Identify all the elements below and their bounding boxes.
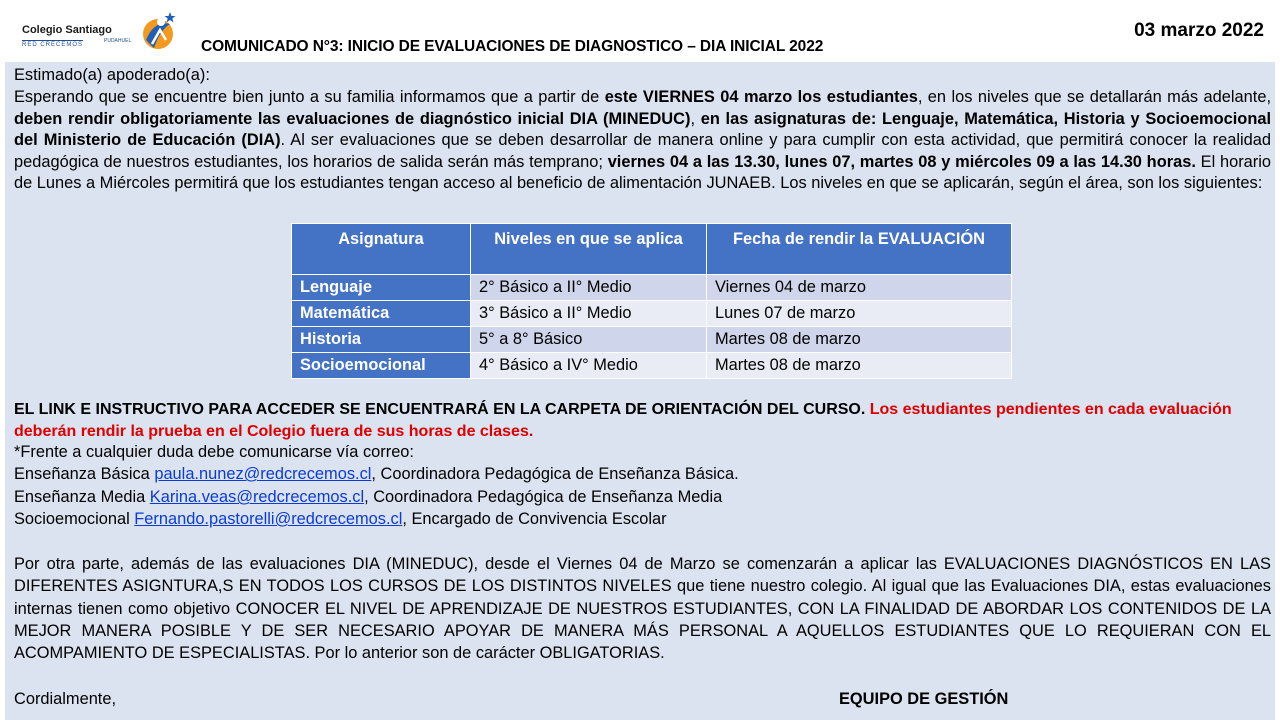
- table-header: Niveles en que se aplica: [471, 224, 707, 275]
- p1-schedule: viernes 04 a las 13.30, lunes 07, martes 08 y miércoles 09 a las 14.30 horas.: [607, 152, 1196, 171]
- table-row: [292, 353, 1012, 379]
- contact-label: Enseñanza Media: [14, 488, 150, 506]
- email-link-basica[interactable]: paula.nunez@redcrecemos.cl: [154, 465, 372, 483]
- table-cell-date: Martes 08 de marzo: [707, 327, 1012, 353]
- table-header: Fecha de rendir la EVALUACIÓN: [707, 224, 1012, 275]
- table-header-row: [292, 224, 1012, 275]
- p1-text-a: Esperando que se encuentre bien junto a su familia informamos que a partir de: [14, 88, 605, 106]
- table-cell-levels: 5° a 8° Básico: [471, 327, 707, 353]
- contact-label: Socioemocional: [14, 510, 135, 528]
- email-link-socioemocional[interactable]: Fernando.pastorelli@redcrecemos.cl: [134, 510, 403, 528]
- contact-label: Enseñanza Básica: [14, 465, 155, 483]
- signature: EQUIPO DE GESTIÓN: [839, 690, 1009, 708]
- contact-line-media: [14, 487, 1271, 509]
- logo-commune: PUDAHUEL: [104, 38, 132, 44]
- logo-name: Colegio Santiago: [22, 24, 112, 36]
- table-cell-date: Viernes 04 de marzo: [707, 275, 1012, 301]
- p1-subjects: en las asignaturas de: Lenguaje, Matemática, Historia y Socioemocional del Ministerio de Educación (DIA): [14, 109, 1272, 149]
- contact-line-basica: [14, 464, 1271, 486]
- contact-role: , Coordinadora Pedagógica de Enseñanza Media: [364, 488, 723, 506]
- pending-students-alert: Los estudiantes pendientes en cada evaluación deberán rendir la prueba en el Colegio fuera de sus horas de clases.: [14, 401, 1232, 440]
- table-cell-date: Martes 08 de marzo: [707, 353, 1012, 379]
- table-cell-subject: Matemática: [292, 301, 471, 327]
- internal-evaluations-paragraph: Por otra parte, además de las evaluaciones DIA (MINEDUC), desde el Viernes 04 de Marzo se comenzarán a aplicar las EVALUACIONES DIAGNÓSTICOS EN LAS DIFERENTES ASIGNTURA,S EN TODOS LOS CURSOS DE LOS DISTINTOS NIVELES que tiene nuestro colegio. Al igual que las Evaluaciones DIA, estas evaluaciones internas tienen como objetivo CONOCER EL NIVEL DE APRENDIZAJE DE NUESTROS ESTUDIANTES, CON LA FINALIDAD DE ABORDAR LOS CONTENIDOS DE LA MEJOR MANERA POSIBLE Y DE SER NECESARIO APOYAR DE MANERA MÁS PERSONAL A AQUELLOS ESTUDIANTES QUE LO REQUIERAN CON EL ACOMPAMIENTO DE ESPECIALISTAS. Por lo anterior son de carácter OBLIGATORIAS.: [14, 555, 1271, 663]
- table-cell-levels: 2° Básico a II° Medio: [471, 275, 707, 301]
- p1-obligation: deben rendir obligatoriamente las evaluaciones de diagnóstico inicial DIA (MINEDUC): [14, 109, 691, 128]
- table-cell-subject: Socioemocional: [292, 353, 471, 379]
- table-header: Asignatura: [292, 224, 471, 275]
- table-cell-date: Lunes 07 de marzo: [707, 301, 1012, 327]
- closing: Cordialmente,: [14, 690, 117, 708]
- table-cell-levels: 3° Básico a II° Medio: [471, 301, 707, 327]
- evaluation-table: [291, 223, 1012, 379]
- link-instructions: EL LINK E INSTRUCTIVO PARA ACCEDER SE ENCUENTRARÁ EN LA CARPETA DE ORIENTACIÓN DEL CURSO.: [14, 401, 866, 418]
- document-date: 03 marzo 2022: [1134, 20, 1264, 41]
- greeting: Estimado(a) apoderado(a):: [14, 66, 210, 84]
- table-cell-levels: 4° Básico a IV° Medio: [471, 353, 707, 379]
- document-header: [0, 0, 1280, 62]
- p1-text-e: ,: [690, 109, 701, 128]
- intro-paragraph: [14, 87, 1271, 195]
- link-notice: [14, 399, 1271, 442]
- p1-text-g: . Al ser evaluaciones que se deben desarrollar de manera online y para cumplir con esta actividad, que permitirá conocer la realidad pedagógica de nuestros estudiantes, los horarios de salida serán más temprano;: [14, 131, 1271, 171]
- logo-figure-icon: [140, 10, 176, 54]
- school-logo: [18, 10, 178, 58]
- table-cell-subject: Lenguaje: [292, 275, 471, 301]
- contact-role: , Encargado de Convivencia Escolar: [402, 510, 667, 528]
- p1-text-i: El horario de Lunes a Miércoles permitirá que los estudiantes tengan acceso al beneficio de alimentación JUNAEB. Los niveles en que se aplicarán, según el área, son los siguientes:: [14, 152, 1272, 192]
- email-link-media[interactable]: Karina.veas@redcrecemos.cl: [149, 488, 365, 506]
- table-row: [292, 327, 1012, 353]
- contact-role: , Coordinadora Pedagógica de Enseñanza Básica.: [371, 465, 739, 483]
- table-row: [292, 275, 1012, 301]
- document-title: COMUNICADO N°3: INICIO DE EVALUACIONES DE DIAGNOSTICO – DIA INICIAL 2022: [201, 38, 824, 55]
- contact-intro: *Frente a cualquier duda debe comunicarse vía correo:: [14, 443, 414, 461]
- p1-text-c: , en los niveles que se detallarán más adelante,: [917, 88, 1271, 106]
- contact-line-socioemocional: [14, 509, 1271, 531]
- table-row: [292, 301, 1012, 327]
- logo-network: RED CRECEMOS: [22, 42, 84, 48]
- table-cell-subject: Historia: [292, 327, 471, 353]
- p1-start-date: este VIERNES 04 marzo los estudiantes: [604, 88, 918, 106]
